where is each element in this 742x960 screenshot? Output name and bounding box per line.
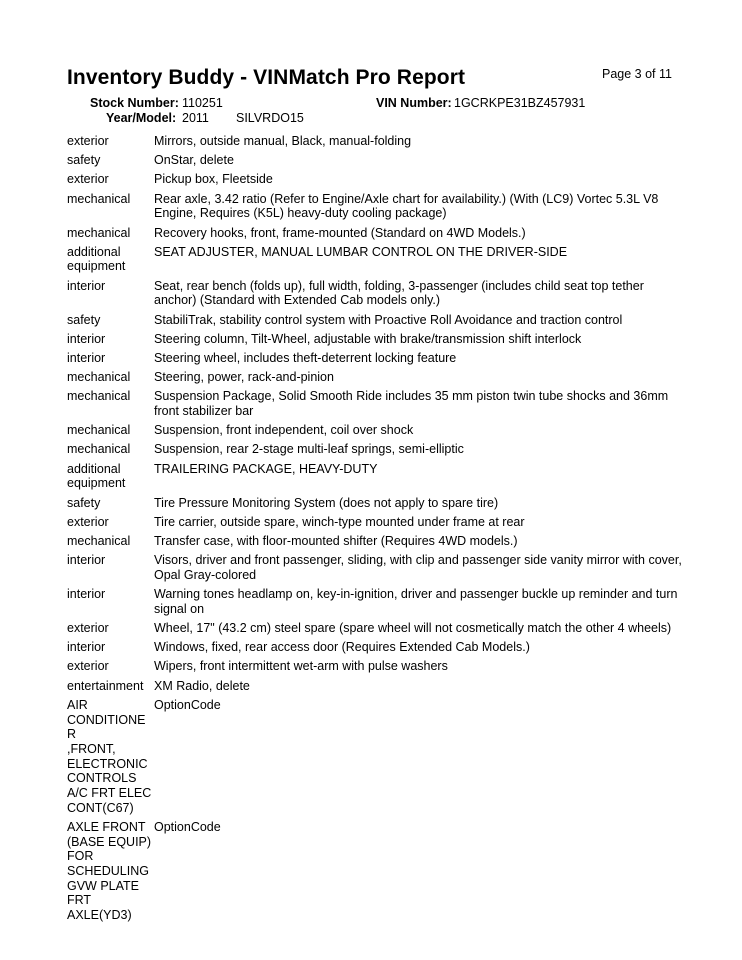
equipment-row <box>67 515 687 534</box>
report-title: Inventory Buddy - VINMatch Pro Report <box>67 66 466 89</box>
equipment-row <box>67 621 687 640</box>
equipment-description: Wheel, 17" (43.2 cm) steel spare (spare wheel will not cosmetically match the other 4 wheels) <box>154 620 672 635</box>
equipment-row <box>67 423 687 442</box>
equipment-description: Rear axle, 3.42 ratio (Refer to Engine/Axle chart for availability.) (With (LC9) Vortec 5.3L V8 Engine, Requires (K5L) heavy-duty cooling package) <box>154 191 659 221</box>
equipment-category: mechanical <box>67 442 131 457</box>
equipment-row <box>67 153 687 172</box>
equipment-description: Mirrors, outside manual, Black, manual-folding <box>154 134 412 148</box>
equipment-row <box>67 332 687 351</box>
equipment-category: safety <box>67 495 101 510</box>
equipment-row <box>67 496 687 515</box>
equipment-category: AXLE FRONT (BASE EQUIP) FOR SCHEDULING GVW PLATE FRT AXLE(YD3) <box>67 819 152 923</box>
equipment-category: interior <box>67 278 106 293</box>
equipment-category: exterior <box>67 172 109 187</box>
equipment-category: interior <box>67 640 106 655</box>
equipment-description: Windows, fixed, rear access door (Requires Extended Cab Models.) <box>154 640 530 655</box>
equipment-row <box>67 679 687 698</box>
equipment-row <box>67 553 687 587</box>
equipment-category: entertainment <box>67 678 144 693</box>
stock-number-value: 110251 <box>182 96 223 110</box>
equipment-description: XM Radio, delete <box>154 678 250 693</box>
equipment-row <box>67 587 687 621</box>
equipment-row <box>67 442 687 461</box>
equipment-description: Pickup box, Fleetside <box>154 172 273 187</box>
equipment-list <box>67 134 687 927</box>
equipment-row <box>67 640 687 659</box>
equipment-category: mechanical <box>67 370 131 385</box>
equipment-category: exterior <box>67 134 109 148</box>
equipment-description: Steering wheel, includes theft-deterrent locking feature <box>154 350 457 365</box>
equipment-description: Steering column, Tilt-Wheel, adjustable with brake/transmission shift interlock <box>154 331 582 346</box>
equipment-category: mechanical <box>67 533 131 548</box>
equipment-category: AIR CONDITIONER ,FRONT, ELECTRONIC CONTROLS A/C FRT ELEC CONT(C67) <box>67 697 152 815</box>
equipment-row <box>67 659 687 678</box>
equipment-row <box>67 192 687 226</box>
equipment-description: Visors, driver and front passenger, sliding, with clip and passenger side vanity mirror with cover, Opal Gray-colored <box>154 553 682 582</box>
equipment-category: interior <box>67 587 106 602</box>
equipment-row <box>67 134 687 153</box>
equipment-description: OptionCode <box>154 819 221 834</box>
equipment-description: OnStar, delete <box>154 153 234 168</box>
vin-number-label: VIN Number: <box>376 96 452 110</box>
stock-number-field <box>90 96 223 110</box>
equipment-row <box>67 698 687 820</box>
year-model-label: Year/Model: <box>106 111 177 125</box>
vin-number-value: 1GCRKPE31BZ457931 <box>454 96 586 110</box>
equipment-description: TRAILERING PACKAGE, HEAVY-DUTY <box>154 461 378 476</box>
equipment-row <box>67 534 687 553</box>
equipment-row <box>67 462 687 496</box>
equipment-description: StabiliTrak, stability control system with Proactive Roll Avoidance and traction control <box>154 312 623 327</box>
equipment-category: exterior <box>67 620 109 635</box>
equipment-row <box>67 245 687 279</box>
equipment-category: additional equipment <box>67 461 126 491</box>
equipment-row <box>67 370 687 389</box>
equipment-description: Suspension, front independent, coil over shock <box>154 423 414 438</box>
equipment-description: Warning tones headlamp on, key-in-ignition, driver and passenger buckle up reminder and turn signal on <box>154 587 678 616</box>
equipment-category: safety <box>67 153 101 168</box>
equipment-description: Seat, rear bench (folds up), full width, folding, 3-passenger (includes child seat top tether anchor) (Standard with Extended Cab models only.) <box>154 278 644 308</box>
model-value: SILVRDO15 <box>236 111 304 125</box>
equipment-category: mechanical <box>67 389 131 404</box>
equipment-row <box>67 226 687 245</box>
equipment-description: Transfer case, with floor-mounted shifter (Requires 4WD models.) <box>154 533 518 548</box>
equipment-category: safety <box>67 312 101 327</box>
equipment-category: interior <box>67 331 106 346</box>
equipment-category: mechanical <box>67 423 131 438</box>
equipment-category: mechanical <box>67 191 131 206</box>
equipment-description: Tire Pressure Monitoring System (does not apply to spare tire) <box>154 495 499 510</box>
equipment-description: Tire carrier, outside spare, winch-type mounted under frame at rear <box>154 514 525 529</box>
equipment-description: OptionCode <box>154 697 221 712</box>
equipment-category: interior <box>67 350 106 365</box>
equipment-description: Wipers, front intermittent wet-arm with pulse washers <box>154 659 448 674</box>
equipment-row <box>67 389 687 423</box>
equipment-category: interior <box>67 553 106 568</box>
equipment-category: exterior <box>67 514 109 529</box>
equipment-category: additional equipment <box>67 244 126 274</box>
vin-number-field <box>376 96 586 110</box>
equipment-row <box>67 279 687 313</box>
equipment-description: Steering, power, rack-and-pinion <box>154 370 334 385</box>
page-number: Page 3 of 11 <box>602 67 672 81</box>
equipment-description: Suspension, rear 2-stage multi-leaf springs, semi-elliptic <box>154 442 464 457</box>
stock-number-label: Stock Number: <box>90 96 179 110</box>
equipment-row <box>67 172 687 191</box>
equipment-category: mechanical <box>67 225 131 240</box>
year-value: 2011 <box>182 111 209 125</box>
equipment-row <box>67 351 687 370</box>
year-model-field <box>106 111 304 125</box>
equipment-description: Recovery hooks, front, frame-mounted (Standard on 4WD Models.) <box>154 225 526 240</box>
equipment-category: exterior <box>67 659 109 674</box>
equipment-description: SEAT ADJUSTER, MANUAL LUMBAR CONTROL ON THE DRIVER-SIDE <box>154 244 568 259</box>
equipment-row <box>67 820 687 927</box>
equipment-row <box>67 313 687 332</box>
equipment-description: Suspension Package, Solid Smooth Ride includes 35 mm piston twin tube shocks and 36mm front stabilizer bar <box>154 389 669 419</box>
